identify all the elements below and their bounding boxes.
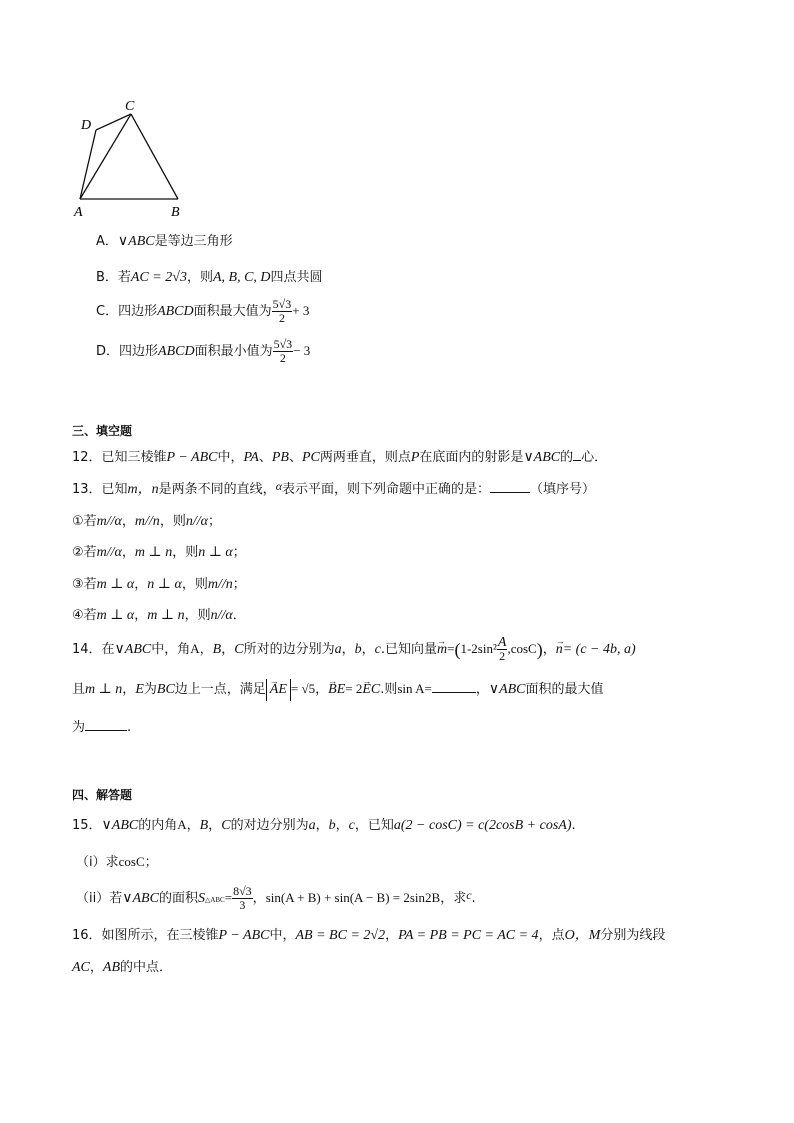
option-d-fraction: $\frac{5√3}{2}$ <box>273 337 293 365</box>
question-15: 15．∨ABC的内角A，B，C的对边分别为a，b，c，已知a(2 − cosC) = c(2cosB + cosA). <box>72 817 576 833</box>
answer-blank-14b[interactable] <box>85 718 127 731</box>
question-12: 12．已知三棱锥P − ABC中，PA、PB、PC两两垂直，则点P在底面内的射影是∨ABC的 心． <box>72 450 608 465</box>
question-15-part-2: （ii）若∨ABC的面积S△ABC= $\frac{8√3}{3}$ ，sin(A + B) + sin(A − B) = 2sin2B，求c. <box>76 884 476 912</box>
option-c-label: C．四边形 <box>96 304 158 319</box>
question-13: 13．已知m，n是两条不同的直线，α表示平面，则下列命题中正确的是： （填序号） <box>72 479 596 497</box>
answer-blank-13[interactable] <box>490 480 530 493</box>
option-c-tail: + 3 <box>292 303 310 318</box>
question-16-line-2: AC，AB的中点． <box>72 960 173 975</box>
option-c <box>96 298 309 325</box>
option-d <box>96 338 310 365</box>
option-b-label: B．若 <box>96 270 131 285</box>
q13-item-1: ①若m//α，m//n，则n//α； <box>72 514 221 529</box>
q13-item-2: ②若m//α，m ⊥ n，则n ⊥ α； <box>72 545 246 560</box>
triangle-abc: ∨ABC <box>117 234 155 249</box>
section-title-solve: 四、解答题 <box>72 788 133 802</box>
option-a-label: A． <box>96 234 118 249</box>
answer-blank-14a[interactable] <box>432 680 476 693</box>
vector-m: → m <box>437 635 447 665</box>
quad-abcd: ABCD <box>157 304 194 319</box>
question-15-part-1: （i）求cosC； <box>76 854 158 870</box>
vertex-label-C: C <box>125 99 135 114</box>
option-c-mid: 面积最大值为 <box>193 304 272 319</box>
option-d-mid: 面积最小值为 <box>194 344 273 359</box>
option-d-label: D．四边形 <box>96 344 159 359</box>
option-b <box>96 266 323 286</box>
q13-item-4: ④若m ⊥ α，m ⊥ n，则n//α． <box>72 608 246 623</box>
vertex-label-D: D <box>81 118 92 133</box>
answer-blank-12[interactable] <box>573 448 581 461</box>
question-14-line-2: 且m ⊥ n，E为BC边上一点，满足→ AE = √5，→ BE= 2→ EC.则sin A= ，∨ABC面积的最大值 <box>72 676 604 703</box>
option-a-text: 是等边三角形 <box>154 234 233 249</box>
q13-item-3: ③若m ⊥ α，n ⊥ α，则m//n； <box>72 577 246 592</box>
option-b-equation: AC = 2√3 <box>130 270 187 285</box>
option-a <box>96 230 233 250</box>
option-b-mid: ，则 <box>186 270 213 285</box>
vertex-label-A: A <box>74 205 83 220</box>
abs-vector-ae: → AE <box>266 679 291 701</box>
vector-n: → n <box>556 635 563 665</box>
question-14-line-3: 为 . <box>72 720 132 735</box>
option-c-fraction: $\frac{5√3}{2}$ <box>272 297 292 325</box>
question-14-line-1: 14．在∨ABC中，角A，B，C所对的边分别为a，b，c.已知向量→ m=(1-2sin² $\frac{A}{2}$ ,cosC)，→ n= (c − 4b, a) <box>72 634 636 665</box>
vertex-label-B: B <box>171 205 180 220</box>
quadrilateral-figure <box>70 92 200 222</box>
option-b-suffix: 四点共圆 <box>270 270 323 285</box>
option-b-points: A, B, C, D <box>212 270 271 285</box>
option-d-tail: − 3 <box>293 343 311 358</box>
section-title-fill-in: 三、填空题 <box>72 424 133 438</box>
quad-abcd: ABCD <box>158 344 195 359</box>
question-16: 16．如图所示，在三棱锥P − ABC中，AB = BC = 2√2，PA = PB = PC = AC = 4，点O，M分别为线段 <box>72 928 666 943</box>
